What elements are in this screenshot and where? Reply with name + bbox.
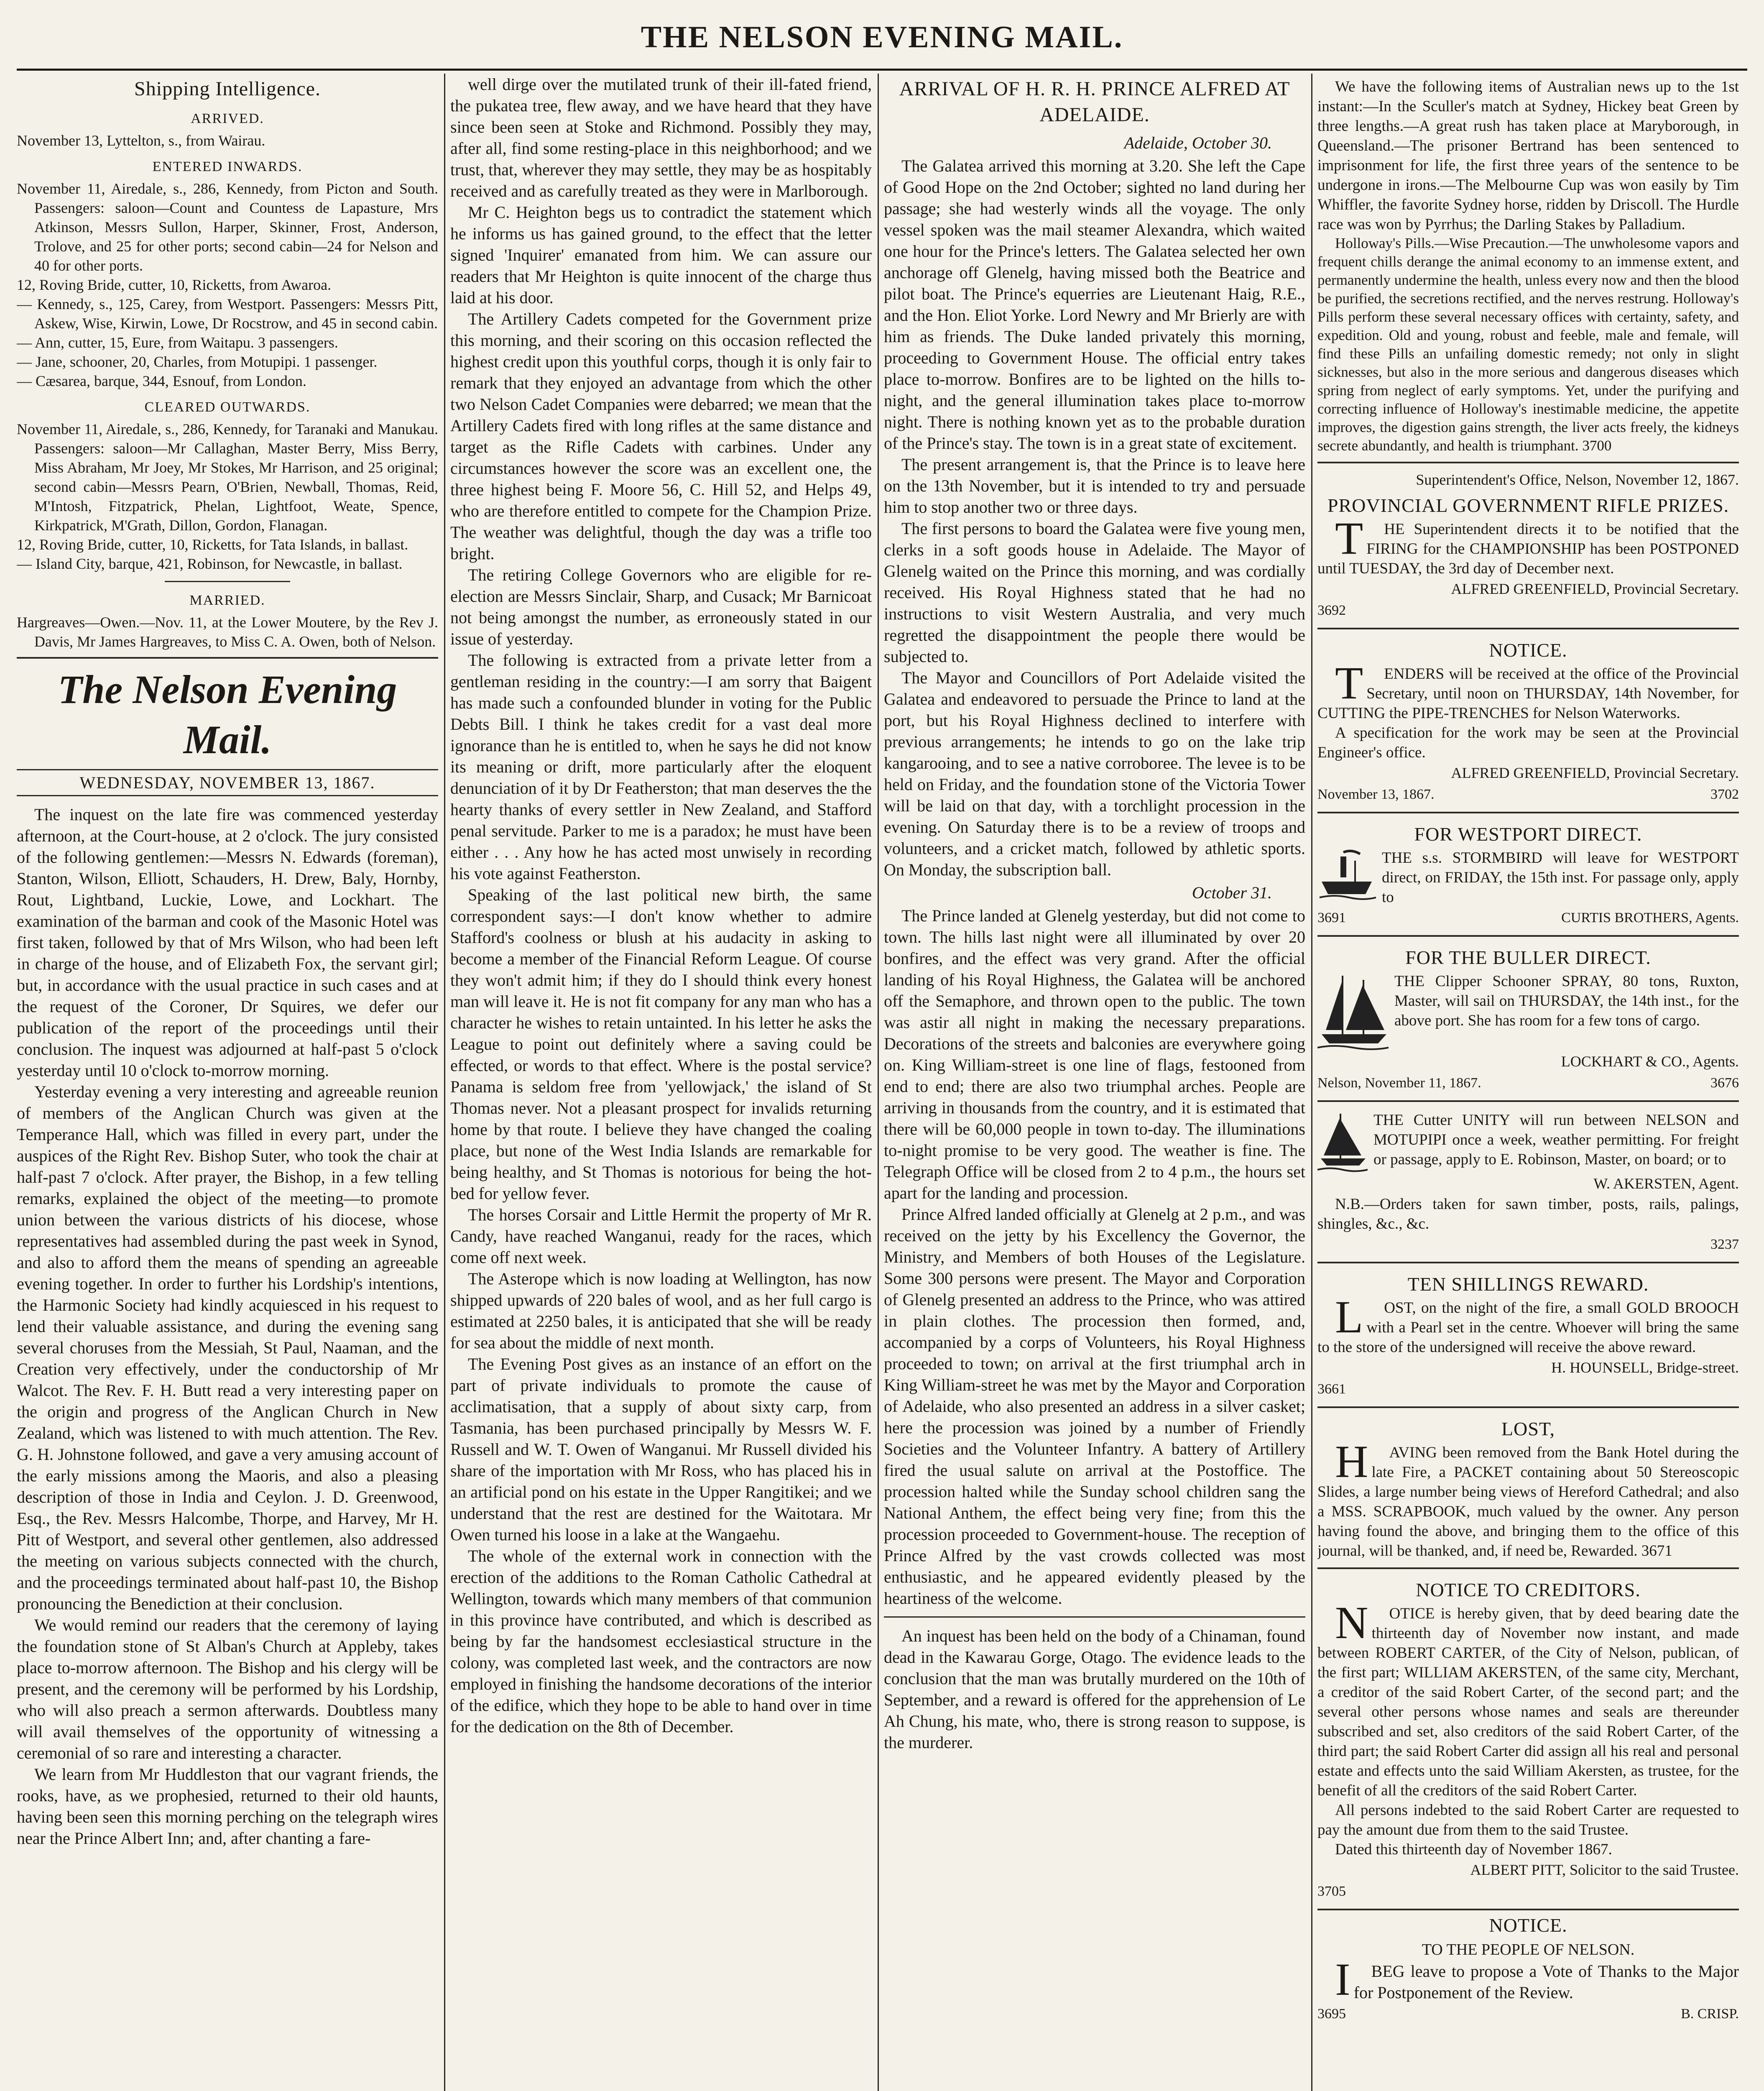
paragraph: We learn from Mr Huddleston that our vagrant friends, the rooks, have, as we prophesied, returned to their old haunts, having been seen this morning perching on the telegraph wires near the Prince Albert Inn; and, after chanting a fare- — [17, 1765, 438, 1848]
ad-subtitle: TO THE PEOPLE OF NELSON. — [1422, 1941, 1635, 1958]
paragraph: The Evening Post gives as an instance of an effort on the part of private individuals to promote the cause of acclimatisation, that a supply of about sixty carp, from Tasmania, has been purchased principally by Messrs W. F. Russell and W. T. Owen of Wanganui. Mr Russell divided his share of the importation with Mr Ross, who has placed his in an artificial pond on his estate in the Upper Rangitikei; and we understand that the rest are destined for the Waitotara. Mr Owen turned his loose in a lake at the Wangaehu. — [450, 1355, 872, 1544]
ad-title: FOR WESTPORT DIRECT. — [1414, 823, 1642, 845]
ad-ref-line: 3691 CURTIS BROTHERS, Agents. — [1317, 910, 1739, 925]
shipping-title: Shipping Intelligence. — [134, 78, 321, 100]
ad-title: NOTICE. — [1489, 1915, 1567, 1936]
paragraph: The Asterope which is now loading at Wellington, has now shipped upwards of 220 bales of wool, and as her full cargo is estimated at 2250 bales, it is anticipated that she will be ready for sea about the middle of next month. — [450, 1269, 872, 1352]
paragraph: well dirge over the mutilated trunk of their ill-fated friend, the pukatea tree, flew away, and we have heard that they have since been seen at Stoke and Richmond. Possibly they may, after all, find some resting-place in this neighborhood; and we trust, that, wherever they may settle, they may be as hospitably received and as carefully treated as they were in Marlborough. — [450, 75, 872, 200]
ad-ref-line: 3695 B. CRISP. — [1317, 2006, 1739, 2022]
divider — [17, 657, 438, 659]
columns — [17, 74, 1747, 2091]
column-2-articles — [450, 74, 872, 1737]
paragraph: The horses Corsair and Little Hermit the property of Mr R. Candy, have reached Wanganui, ready for the races, which come off next week. — [450, 1205, 872, 1267]
arrived-head: ARRIVED. — [191, 111, 264, 126]
creditors-ad — [1317, 1572, 1739, 1910]
ad-title: FOR THE BULLER DIRECT. — [1405, 947, 1651, 968]
paragraph: — Kennedy, s., 125, Carey, from Westport. Passengers: Messrs Pitt, Askew, Wise, Kirwin, Lowe, Dr Rocstrow, and 45 in second cabin. — [17, 296, 438, 332]
ad-body: TENDERS will be received at the office of the Provincial Secretary, until noon on THURSDAY, 14th November, for CUTTING the PIPE-TRENCHES for Nelson Waterworks. — [1317, 657, 1739, 722]
ad-body: THE Clipper Schooner SPRAY, 80 tons, Ruxton, Master, will sail on THURSDAY, the 14th inst., for the above port. She has room for a few tons of cargo. — [1394, 973, 1739, 1029]
ad-ref: 3700 — [1582, 437, 1612, 454]
ad-nb: N.B.—Orders taken for sawn timber, posts, rails, palings, shingles, &c., &c. — [1317, 1196, 1739, 1232]
column-rule — [878, 74, 879, 2091]
paragraph: The Artillery Cadets competed for the Government prize this morning, and their scoring on this occasion reflected the highest credit upon this youthful corps, though it is only fair to remark that they enjoyed an advantage from which the other two Nelson Cadet Companies were debarred; we mean that the Artillery Cadets fired with long rifles at the same distance and target as the Rifle Cadets with carbines. Under any circumstances however the score was an excellent one, the three highest being F. Moore 56, C. Hill 52, and Helps 49, who are therefore entitled to compete for the Champion Prize. The weather was delightful, though the day was a trifle too bright. — [450, 309, 872, 563]
ad-body-2: A specification for the work may be seen at the Provincial Engineer's office. — [1317, 724, 1739, 761]
ad-title: NOTICE. — [1489, 639, 1567, 661]
column-rule — [444, 74, 445, 2091]
prince-alfred-title: ARRIVAL OF H. R. H. PRINCE ALFRED AT ADELAIDE. — [899, 78, 1290, 126]
paragraph: The following is extracted from a private letter from a gentleman residing in the country:—I am sorry that Baigent has made such a confounded blunder in voting for the Public Debts Bill. I think he takes credit for a vast deal more ignorance than he is entitled to, when he says he did not know its meaning or drift, more particularly after the eloquent denunciation of it by Dr Featherston; that man deserves the the hearty thanks of every settler in New Zealand, and Stafford penal servitude. Parker to me is a paradox; he must have been either . . . Any how he has acted most unwisely in recording his vote against Featherston. — [450, 651, 872, 883]
paper-title: The Nelson Evening Mail. — [58, 667, 397, 762]
divider — [884, 1616, 1305, 1618]
ad-title: PROVINCIAL GOVERNMENT RIFLE PRIZES. — [1327, 495, 1729, 516]
paragraph: The inquest on the late fire was commenced yesterday afternoon, at the Court-house, at 2 o'clock. The jury consisted of the following gentlemen:—Messrs N. Edwards (foreman), Stanton, Wilson, Elliott, Schauders, H. Drew, Baly, Hornby, Rout, Lightband, Luckie, Lowe, and Lockhart. The examination of the barman and cook of the Masonic Hotel was first taken, followed by that of Mrs Wilson, who had been left in charge of the house, and of Elizabeth Fox, the servant girl; but, in accordance with the usual practice in such cases and at the request of the Coroner, Dr Squires, we defer our publication of the report of the proceedings until their conclusion. The inquest was adjourned at half-past 5 o'clock yesterday until 10 o'clock to-morrow morning. — [17, 805, 438, 1080]
ad-body: LOST, on the night of the fire, a small GOLD BROOCH with a Pearl set in the centre. Whoever will bring the same to the store of the undersigned will receive the above reward. — [1317, 1291, 1739, 1356]
paper-date: WEDNESDAY, NOVEMBER 13, 1867. — [17, 769, 438, 796]
ad-body: THE Cutter UNITY will run between NELSON and MOTUPIPI once a week, weather permitting. For freight or passage, apply to E. Robinson, Master, on board; or to — [1373, 1112, 1739, 1168]
paragraph: Yesterday evening a very interesting and agreeable reunion of members of the Anglican Church was given at the Temperance Hall, which was filled in every part, under the auspices of the Right Rev. Bishop Suter, who took the chair at half-past 7 o'clock. After prayer, the Bishop, in a few telling remarks, explained the object of the meeting—to promote union between the various districts of his diocese, whose representatives had assembled during the past week in Synod, and also to afford them the means of spending an agreeable evening together. In order to further his Lordship's intentions, the Harmonic Society had kindly acquiesced in his request to lend their valuable assistance, and during the evening sang several choruses from the Messiah, St Paul, Naaman, and the Creation very effectively, under the conductorship of Mr Walcot. The Rev. F. H. Butt read a very interesting paper on the origin and progress of the Anglican Church in New Zealand, which was listened to with much attention. The Rev. G. H. Johnstone followed, and gave a very amusing account of the early missions among the Maoris, and also a pleasing description of those in India and Ceylon. J. D. Greenwood, Esq., the Rev. Messrs Halcombe, Thorpe, and Harvey, Mr H. Pitt of Westport, and several other gentlemen, also addressed the meeting on various subjects connected with the church, and the proceedings terminated about half-past 10, the Bishop pronouncing the Benediction at their conclusion. — [17, 1082, 438, 1613]
ad-date: Nelson, November 11, 1867. 3676 — [1317, 1075, 1739, 1091]
paragraph: 12, Roving Bride, cutter, 10, Ricketts, for Tata Islands, in ballast. — [17, 536, 408, 553]
paragraph: The present arrangement is, that the Prince is to leave here on the 13th November, but it is intended to try and persuade him to stop another two or three days. — [884, 455, 1305, 516]
paragraph: The whole of the external work in connection with the erection of the additions to the Roman Catholic Cathedral at Wellington, towards which many members of that communion in this province have contributed, and which is described as being by far the handsomest ecclesiastical structure in the colony, was completed last week, and the contractors are now employed in finishing the handsome decorations of the interior of the edifice, which they hope to be able to hand over in time for the dedication on the 8th of December. — [450, 1547, 872, 1736]
ad-dated: Dated this thirteenth day of November 1867. — [1335, 1841, 1612, 1858]
unity-ad — [1317, 1104, 1739, 1263]
paragraph: Mr C. Heighton begs us to contradict the statement which he informs us has gained ground, to the effect that the letter signed 'Inquirer' emanated from him. We can assure our readers that Mr Heighton is quite innocent of the charge thus laid at his door. — [450, 203, 872, 307]
ad-title: NOTICE TO CREDITORS. — [1416, 1579, 1641, 1600]
paragraph: November 13, Lyttelton, s., from Wairau. — [17, 132, 265, 149]
paragraph: November 11, Airedale, s., 286, Kennedy, from Picton and South. Passengers: saloon—Count and Countess de Lapasture, Mrs Atkinson, Messrs Sullon, Harper, Skinner, Frost, Anderson, Trolove, and 25 for other ports; second cabin—24 for Nelson and 40 for other ports. — [17, 180, 438, 274]
column-3 — [884, 74, 1305, 2091]
paragraph: The retiring College Governors who are eligible for re-election are Messrs Sinclair, Sharp, and Cusack; Mr Barnicoat not being amongst the number, as erroneously stated in our issue of yesterday. — [450, 565, 872, 648]
prince-alfred-part-1 — [884, 155, 1305, 880]
paragraph: — Ann, cutter, 15, Eure, from Waitapu. 3 passengers. — [17, 334, 338, 351]
married-head: MARRIED. — [189, 593, 265, 608]
ad-body: IBEG leave to propose a Vote of Thanks to the Major for Postponement of the Review. — [1335, 1954, 1739, 2005]
ad-title: LOST, — [1501, 1418, 1555, 1439]
ad-ref: 3692 — [1317, 603, 1346, 618]
westport-ad — [1317, 816, 1739, 937]
paragraph: The first persons to board the Galatea were five young men, clerks in a soft goods house in Adelaide. The Mayor of Glenelg waited on the Prince this morning, and was cordially received. His Royal Highness stated that he had no instructions to visit Western Australia, and very much regretted the disappointment the people there would be subjected to. — [884, 519, 1305, 666]
column-1 — [17, 74, 438, 2091]
people-notice-ad — [1317, 1915, 1739, 2025]
cleared-list — [17, 419, 438, 573]
column-1-articles — [17, 804, 438, 1849]
paragraph: — Cæsarea, barque, 344, Esnouf, from London. — [17, 373, 306, 389]
paragraph: November 11, Airedale, s., 286, Kennedy, for Taranaki and Manukau. Passengers: saloon—Mr Callaghan, Master Berry, Miss Berry, Miss Abraham, Mr Joey, Mr Stokes, Mr Harrison, and 25 original; second cabin—Messrs Pearn, O'Brien, Newball, Thomas, Reid, M'Intosh, Fitzpatrick, Phelan, Lightfoot, Weate, Spence, Kirkpatrick, M'Grath, Dillon, Gordon, Flanagan. — [17, 421, 438, 534]
holloway-ad: Holloway's Pills.—Wise Precaution.—The unwholesome vapors and frequent chills derange the animal economy to an immense extent, and permanently undermine the health, unless every now and then the blood be purified, the secretions rectified, and the nerves restrung. Holloway's Pills perform these several necessary offices with certainty, safety, and expedition. Old and young, robust and feeble, male and female, will find these Pills an unfailing domestic remedy; not only in slight sicknesses, but also in the more serious and dangerous diseases which spring from neglect of early symptoms. Yet, under the purifying and correcting influence of Holloway's inestimable medicine, the appetite improves, the digestion gains strength, the liver acts freely, the kidneys secrete abundantly, and health is triumphant. 3700 — [1317, 235, 1739, 454]
ad-signature: ALFRED GREENFIELD, Provincial Secretary. — [1451, 764, 1739, 781]
inquest-article: An inquest has been held on the body of a Chinaman, found dead in the Kawarau Gorge, Otago. The evidence leads to the conclusion that the man was brutally murdered on the 10th of September, and a reward is offered for the apprehension of Le Ah Chung, his mate, who, there is strong reason to suppose, is the murderer. — [884, 1626, 1305, 1752]
ad-signature: ALFRED GREENFIELD, Provincial Secretary. — [1451, 580, 1739, 597]
ad-body: THE s.s. STORMBIRD will leave for WESTPORT direct, on FRIDAY, the 15th inst. For passage only, apply to — [1382, 849, 1739, 906]
ad-signature: W. AKERSTEN, Agent. — [1593, 1175, 1739, 1192]
column-4 — [1317, 74, 1739, 2091]
prince-alfred-part-2 — [884, 905, 1305, 1609]
ad-body-2: All persons indebted to the said Robert Carter are requested to pay the amount due from them to the said Trustee. — [1317, 1802, 1739, 1838]
ad-signature: LOCKHART & CO., Agents. — [1561, 1053, 1739, 1070]
entered-list — [17, 179, 438, 391]
rifle-prizes-ad — [1317, 466, 1739, 629]
office-line: Superintendent's Office, Nelson, November 12, 1867. — [1416, 471, 1739, 488]
dateline: October 31. — [1192, 883, 1272, 902]
paragraph: The Prince landed at Glenelg yesterday, but did not come to town. The hills last night were all illuminated by over 20 bonfires, and the effect was very grand. After the official landing of his Royal Highness, the Galatea will be anchored off the Semaphore, and thrown open to the public. The town was astir all night in making the necessary preparations. Decorations of the streets and balconies are everywhere going on. King William-street is one line of flags, festooned from end to end; there are also two triumphal arches. People are arriving in thousands from the country, and it is estimated that there will be 60,000 people in town to-day. The illuminations to-night promise to be very good. The weather is fine. The Telegraph Office will be closed from 2 to 4 p.m., the hours set apart for the landing and procession. — [884, 906, 1305, 1202]
ad-body: HAVING been removed from the Bank Hotel during the late Fire, a PACKET containing about 50 Stereoscopic Slides, a large number being views of Hereford Cathedral; and also a MSS. SCRAPBOOK, much valued by the owner. Any person having found the above, and bringing them to the office of this journal, will be thanked, and, if need be, Rewarded. 3671 — [1317, 1436, 1739, 1559]
married-notice: Hargreaves—Owen.—Nov. 11, at the Lower Moutere, by the Rev J. Davis, Mr James Hargreaves, to Miss C. A. Owen, both of Nelson. — [17, 614, 438, 650]
column-2 — [450, 74, 872, 2091]
cleared-head: CLEARED OUTWARDS. — [144, 399, 311, 415]
australian-news: We have the following items of Australian news up to the 1st instant:—In the Sculler's match at Sydney, Hickey beat Green by three lengths.—A great rush has taken place at Maryborough, in Queensland.—The prisoner Bertrand has been sentenced to imprisonment for life, the first three years of the sentence to be undergone in irons.—The Melbourne Cup was won easily by Tim Whiffler, the favorite Sydney horse, ridden by Driscoll. The Hurdle race was won by Pyrrhus; the Darling Stakes by Palladium. — [1317, 78, 1739, 233]
masthead: THE NELSON EVENING MAIL. — [17, 6, 1747, 71]
entered-head: ENTERED INWARDS. — [152, 159, 303, 174]
ad-title: TEN SHILLINGS REWARD. — [1407, 1273, 1649, 1295]
dateline: Adelaide, October 30. — [1124, 133, 1272, 152]
ad-signature: H. HOUNSELL, Bridge-street. — [1551, 1359, 1739, 1376]
lost-ad — [1317, 1411, 1739, 1569]
tenders-notice-ad — [1317, 632, 1739, 813]
cutter-icon — [1317, 1110, 1368, 1173]
ad-ref: 3237 — [1710, 1237, 1739, 1252]
steamer-icon — [1317, 848, 1376, 902]
ad-ref: 3661 — [1317, 1381, 1346, 1397]
divider — [165, 581, 290, 582]
paragraph: Prince Alfred landed officially at Glenelg at 2 p.m., and was received on the jetty by his Excellency the Governor, the Ministry, and Members of both Houses of the Legislature. Some 300 persons were present. The Mayor and Corporation of Glenelg presented an address to the Prince, who was attired in plain clothes. The procession then formed, and, accompanied by a corps of Volunteers, his Royal Highness proceeded to town; on arrival at the first triumphal arch in King William-street he was met by the Mayor and Corporation of Adelaide, who also presented an address in a silver casket; here the procession was joined by a number of Friendly Societies and the Volunteer Infantry. A battery of Artillery fired the usual salute on arrival at the Postoffice. The procession halted while the Sunday school children sang the National Anthem, the effect being very fine; from this the procession proceeded to Government-house. The reception of Prince Alfred by the vast crowds collected was most enthusiastic, and he appeared evidently pleased by the heartiness of the welcome. — [884, 1205, 1305, 1608]
ad-signature: ALBERT PITT, Solicitor to the said Trustee. — [1470, 1861, 1739, 1878]
ad-body: NOTICE is hereby given, that by deed bearing date the thirteenth day of November now instant, and made between ROBERT CARTER, of the City of Nelson, publican, of the first part; WILLIAM AKERSTEN, of the same city, Merchant, a creditor of the said Robert Carter, of the second part; and the several other persons whose names and seals are thereunder subscribed and set, also creditors of the said Robert Carter, of the third part; the said Robert Carter did assign all his real and personal estate and effects unto the said William Akersten, as trustee, for the benefit of all the creditors of the said Robert Carter. — [1317, 1597, 1739, 1799]
column-rule — [1311, 74, 1312, 2091]
arrived-list — [17, 131, 438, 150]
paragraph: We would remind our readers that the ceremony of laying the foundation stone of St Alban's Church at Appleby, takes place to-morrow afternoon. The Bishop and his clergy will be present, and the ceremony will be performed by his Lordship, who will also preach a sermon afterwards. Doubtless many will avail themselves of the opportunity of witnessing a ceremonial of so rare and interesting a character. — [17, 1616, 438, 1762]
ad-date: November 13, 1867. 3702 — [1317, 787, 1739, 802]
schooner-icon — [1317, 971, 1389, 1051]
paragraph: — Island City, barque, 421, Robinson, for Newcastle, in ballast. — [17, 555, 403, 572]
ad-ref: 3705 — [1317, 1884, 1346, 1899]
paragraph: The Galatea arrived this morning at 3.20. She left the Cape of Good Hope on the 2nd October; sighted no land during her passage; she had westerly winds all the voyage. The only vessel spoken was the mail steamer Alexandra, which waited one hour for the Prince's letters. The Galatea selected her own anchorage off Glenelg, having missed both the Beatrice and pilot boat. The Prince's equerries are Lieutenant Haig, R.E., and the Hon. Eliot Yorke. Lord Newry and Mr Brierly are with him as friends. The Duke landed privately this morning, proceeding to Government House. The official entry takes place to-morrow. Bonfires are to be lighted on the hills to-night, and the general illumination takes place to-morrow night. There is nothing known yet as to the probable duration of the Prince's stay. The town is in a great state of excitement. — [884, 156, 1305, 452]
paragraph: 12, Roving Bride, cutter, 10, Ricketts, from Awaroa. — [17, 276, 332, 293]
paragraph: — Jane, schooner, 20, Charles, from Motupipi. 1 passenger. — [17, 353, 378, 370]
reward-ad — [1317, 1266, 1739, 1408]
buller-ad — [1317, 939, 1739, 1102]
paragraph: Speaking of the last political new birth, the same correspondent says:—I don't know whether to admire Stafford's coolness or blush at his audacity in asking to become a member of the Financial Reform League. Of course they won't admit him; if they do I should think every honest man will leave it. He is not fit company for any man who has a character he wishes to retain untainted. In his letter he asks the League to point out definitely where a saving could be effected, or words to that effect. Where is the postal service? Panama is seldom free from 'yellowjack,' the island of St Thomas never. Not a pleasant prospect for invalids returning home by that route. I believe they have changed the coaling place, but none of the West India Islands are remarkable for being healthy, and St Thomas is notorious for being the hot-bed for yellow fever. — [450, 885, 872, 1203]
ad-ref: 3671 — [1641, 1542, 1672, 1559]
ad-body: THE Superintendent directs it to be notified that the FIRING for the CHAMPIONSHIP has been POSTPONED until TUESDAY, the 3rd day of December next. — [1317, 513, 1739, 577]
paragraph: The Mayor and Councillors of Port Adelaide visited the Galatea and endeavored to persuade the Prince to land at the port, but his Royal Highness declined to interfere with previous arrangements; he intends to go on the lake trip kangarooing, and to see a native corroboree. The levee is to be held on Friday, and the foundation stone of the Victoria Tower will be laid on that day, with a torchlight procession in the evening. On Saturday there is to be a review of troops and volunteers, and a cricket match, followed by athletic sports. On Monday, the subscription ball. — [884, 668, 1305, 879]
